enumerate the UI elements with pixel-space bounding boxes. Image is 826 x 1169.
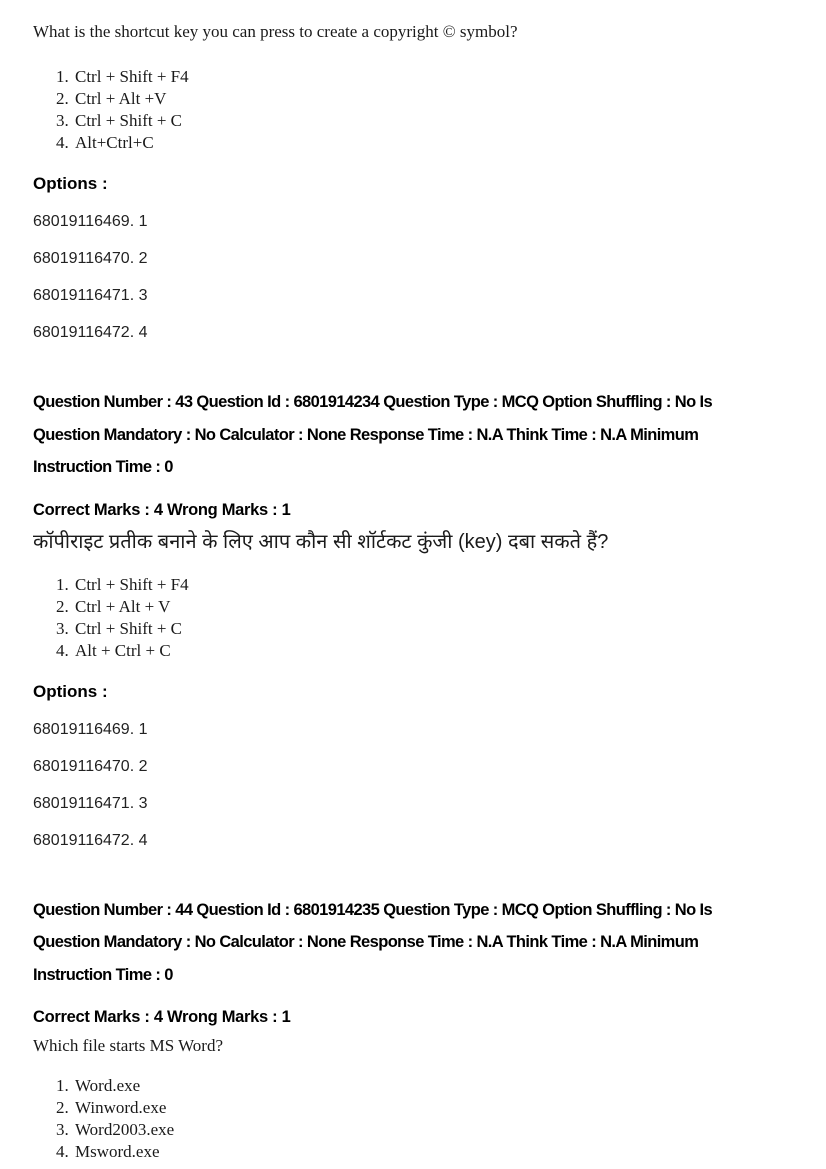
choice-item: 1. Word.exe — [73, 1075, 793, 1097]
question-text: Which file starts MS Word? — [33, 1036, 224, 1055]
question-section-43 — [33, 386, 793, 850]
choice-item: 1. Ctrl + Shift + F4 — [73, 66, 793, 88]
option-id-list — [33, 720, 793, 850]
marks-line: Correct Marks : 4 Wrong Marks : 1 — [33, 1008, 291, 1026]
choice-item: 2. Ctrl + Alt +V — [73, 88, 793, 110]
option-id: 68019116470. 2 — [33, 250, 148, 267]
question-meta-line: Question Mandatory : No Calculator : None Response Time : N.A Think Time : N.A Minimum — [33, 425, 699, 444]
choice-item: 3. Ctrl + Shift + C — [73, 110, 793, 132]
options-heading: Options : — [33, 174, 108, 193]
option-id: 68019116471. 3 — [33, 794, 148, 812]
choice-list — [33, 574, 793, 662]
question-text: कॉपीराइट प्रतीक बनाने के लिए आप कौन सी शॉर्टकट कुंजी (key) दबा सकते हैं? — [33, 530, 609, 553]
question-meta-line: Question Mandatory : No Calculator : None Response Time : N.A Think Time : N.A Minimum — [33, 933, 699, 951]
option-id: 68019116470. 2 — [33, 757, 148, 775]
question-metadata — [33, 386, 793, 484]
choice-item: 3. Ctrl + Shift + C — [73, 618, 793, 640]
question-section-44 — [33, 894, 793, 1164]
question-meta-line: Question Number : 44 Question Id : 6801914235 Question Type : MCQ Option Shuffling : No Is — [33, 900, 713, 919]
choice-item: 2. Winword.exe — [73, 1097, 793, 1119]
option-id: 68019116471. 3 — [33, 287, 148, 304]
choice-list — [33, 1075, 793, 1163]
option-id: 68019116469. 1 — [33, 213, 148, 230]
option-id: 68019116472. 4 — [33, 324, 148, 341]
option-id: 68019116472. 4 — [33, 831, 148, 849]
choice-item: 3. Word2003.exe — [73, 1119, 793, 1141]
choice-item: 2. Ctrl + Alt + V — [73, 596, 793, 618]
question-meta-line: Instruction Time : 0 — [33, 458, 173, 476]
marks-line: Correct Marks : 4 Wrong Marks : 1 — [33, 500, 291, 519]
option-id: 68019116469. 1 — [33, 720, 148, 738]
choice-item: 4. Msword.exe — [73, 1141, 793, 1163]
options-heading: Options : — [33, 681, 108, 701]
option-id-list — [33, 212, 793, 342]
choice-item: 4. Alt + Ctrl + C — [73, 640, 793, 662]
choice-list — [33, 66, 793, 154]
choice-item: 4. Alt+Ctrl+C — [73, 132, 793, 154]
choice-item: 1. Ctrl + Shift + F4 — [73, 574, 793, 596]
question-metadata — [33, 894, 793, 992]
question-section-42 — [33, 22, 793, 342]
question-text: What is the shortcut key you can press to create a copyright © symbol? — [33, 22, 518, 41]
question-meta-line: Question Number : 43 Question Id : 6801914234 Question Type : MCQ Option Shuffling : No Is — [33, 393, 713, 411]
question-meta-line: Instruction Time : 0 — [33, 965, 173, 984]
